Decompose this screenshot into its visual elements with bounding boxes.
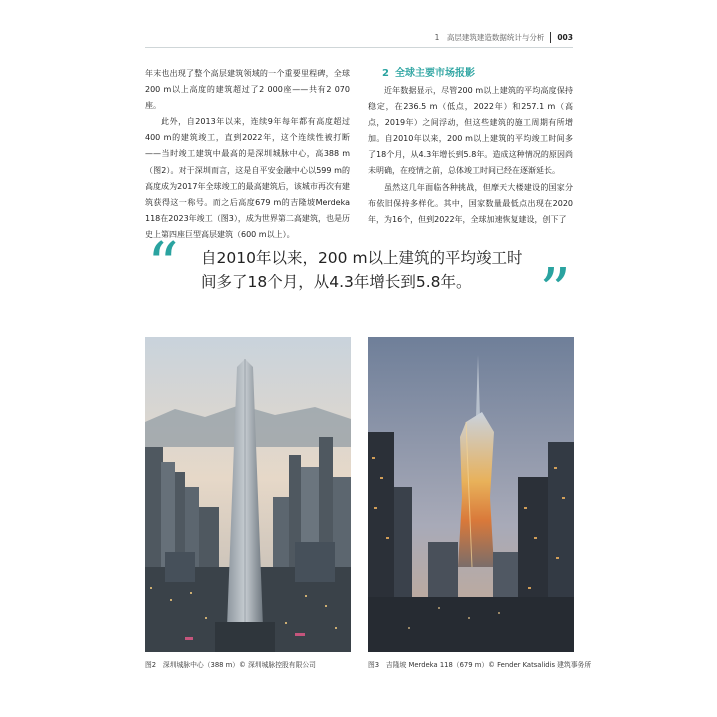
section-title: 全球主要市场报影: [394, 68, 475, 79]
header-rule: [145, 47, 573, 48]
running-header: [435, 30, 573, 44]
figure-shenzhen-photo: [145, 337, 351, 652]
chapter-title: 1 高层建筑建造数据统计与分析: [434, 32, 545, 42]
section-heading: [382, 66, 573, 81]
paragraph: 近年数据显示，尽管200 m以上建筑的平均高度保持稳定，在236.5 m（低点，2022年）和257.1 m（高点，2019年）之间浮动，但这些建筑的施工周期有所增加。自2010年以来，200 m以上建筑的平均竣工时间多了18个月，从4.3年增长到5.8年。造成这种情况的原因尚未明确，在疫情之前，总体竣工时间已经在逐渐延长。: [368, 86, 573, 176]
section-number: 2: [382, 68, 389, 79]
close-quote-icon: ”: [539, 254, 571, 327]
open-quote-icon: “: [147, 228, 179, 301]
paragraph: 年末也出现了整个高层建筑领域的一个重要里程碑，全球200 m以上高度的建筑超过了2 000座——共有2 070座。: [145, 69, 350, 111]
right-text-column: [368, 66, 573, 228]
skyline-photo-icon: [145, 337, 351, 652]
pull-quote: [145, 228, 573, 327]
paragraph: 虽然这几年面临各种挑战，但摩天大楼建设的国家分布依旧保持多样化。其中，国家数量最低点出现在2020年，为16个，但到2022年，全球加速恢复建设，创下了: [368, 182, 573, 224]
figure-caption: 图2 深圳城脉中心（388 m）© 深圳城脉控股有限公司: [145, 661, 316, 669]
skyline-photo-icon: [368, 337, 574, 652]
figure-caption: 图3 吉隆坡 Merdeka 118（679 m）© Fender Katsalidis 建筑事务所: [368, 661, 592, 669]
figure-merdeka-photo: [368, 337, 574, 652]
left-text-column: [145, 66, 350, 243]
header-separator: [550, 32, 551, 43]
paragraph: 此外，自2013年以来，连续9年每年都有高度超过400 m的建筑竣工，直到2022年，这个连续性被打断——当时竣工建筑中最高的是深圳城脉中心，高388 m（图2）。对于深圳而言，这是自平安金融中心以599 m的高度成为2017年全球竣工的最高建筑后，该城市再次有建筑获得这一称号。而之后高度679 m的吉隆坡Merdeka 118在2023年竣工（图3），成为世界第二高建筑，也是历史上第四座巨型高层建筑（600 m以上）。: [145, 117, 350, 239]
pull-quote-text: 自2010年以来，200 m以上建筑的平均竣工时间多了18个月，从4.3年增长到5.8年。: [201, 249, 523, 291]
page-number: 003: [557, 32, 573, 42]
